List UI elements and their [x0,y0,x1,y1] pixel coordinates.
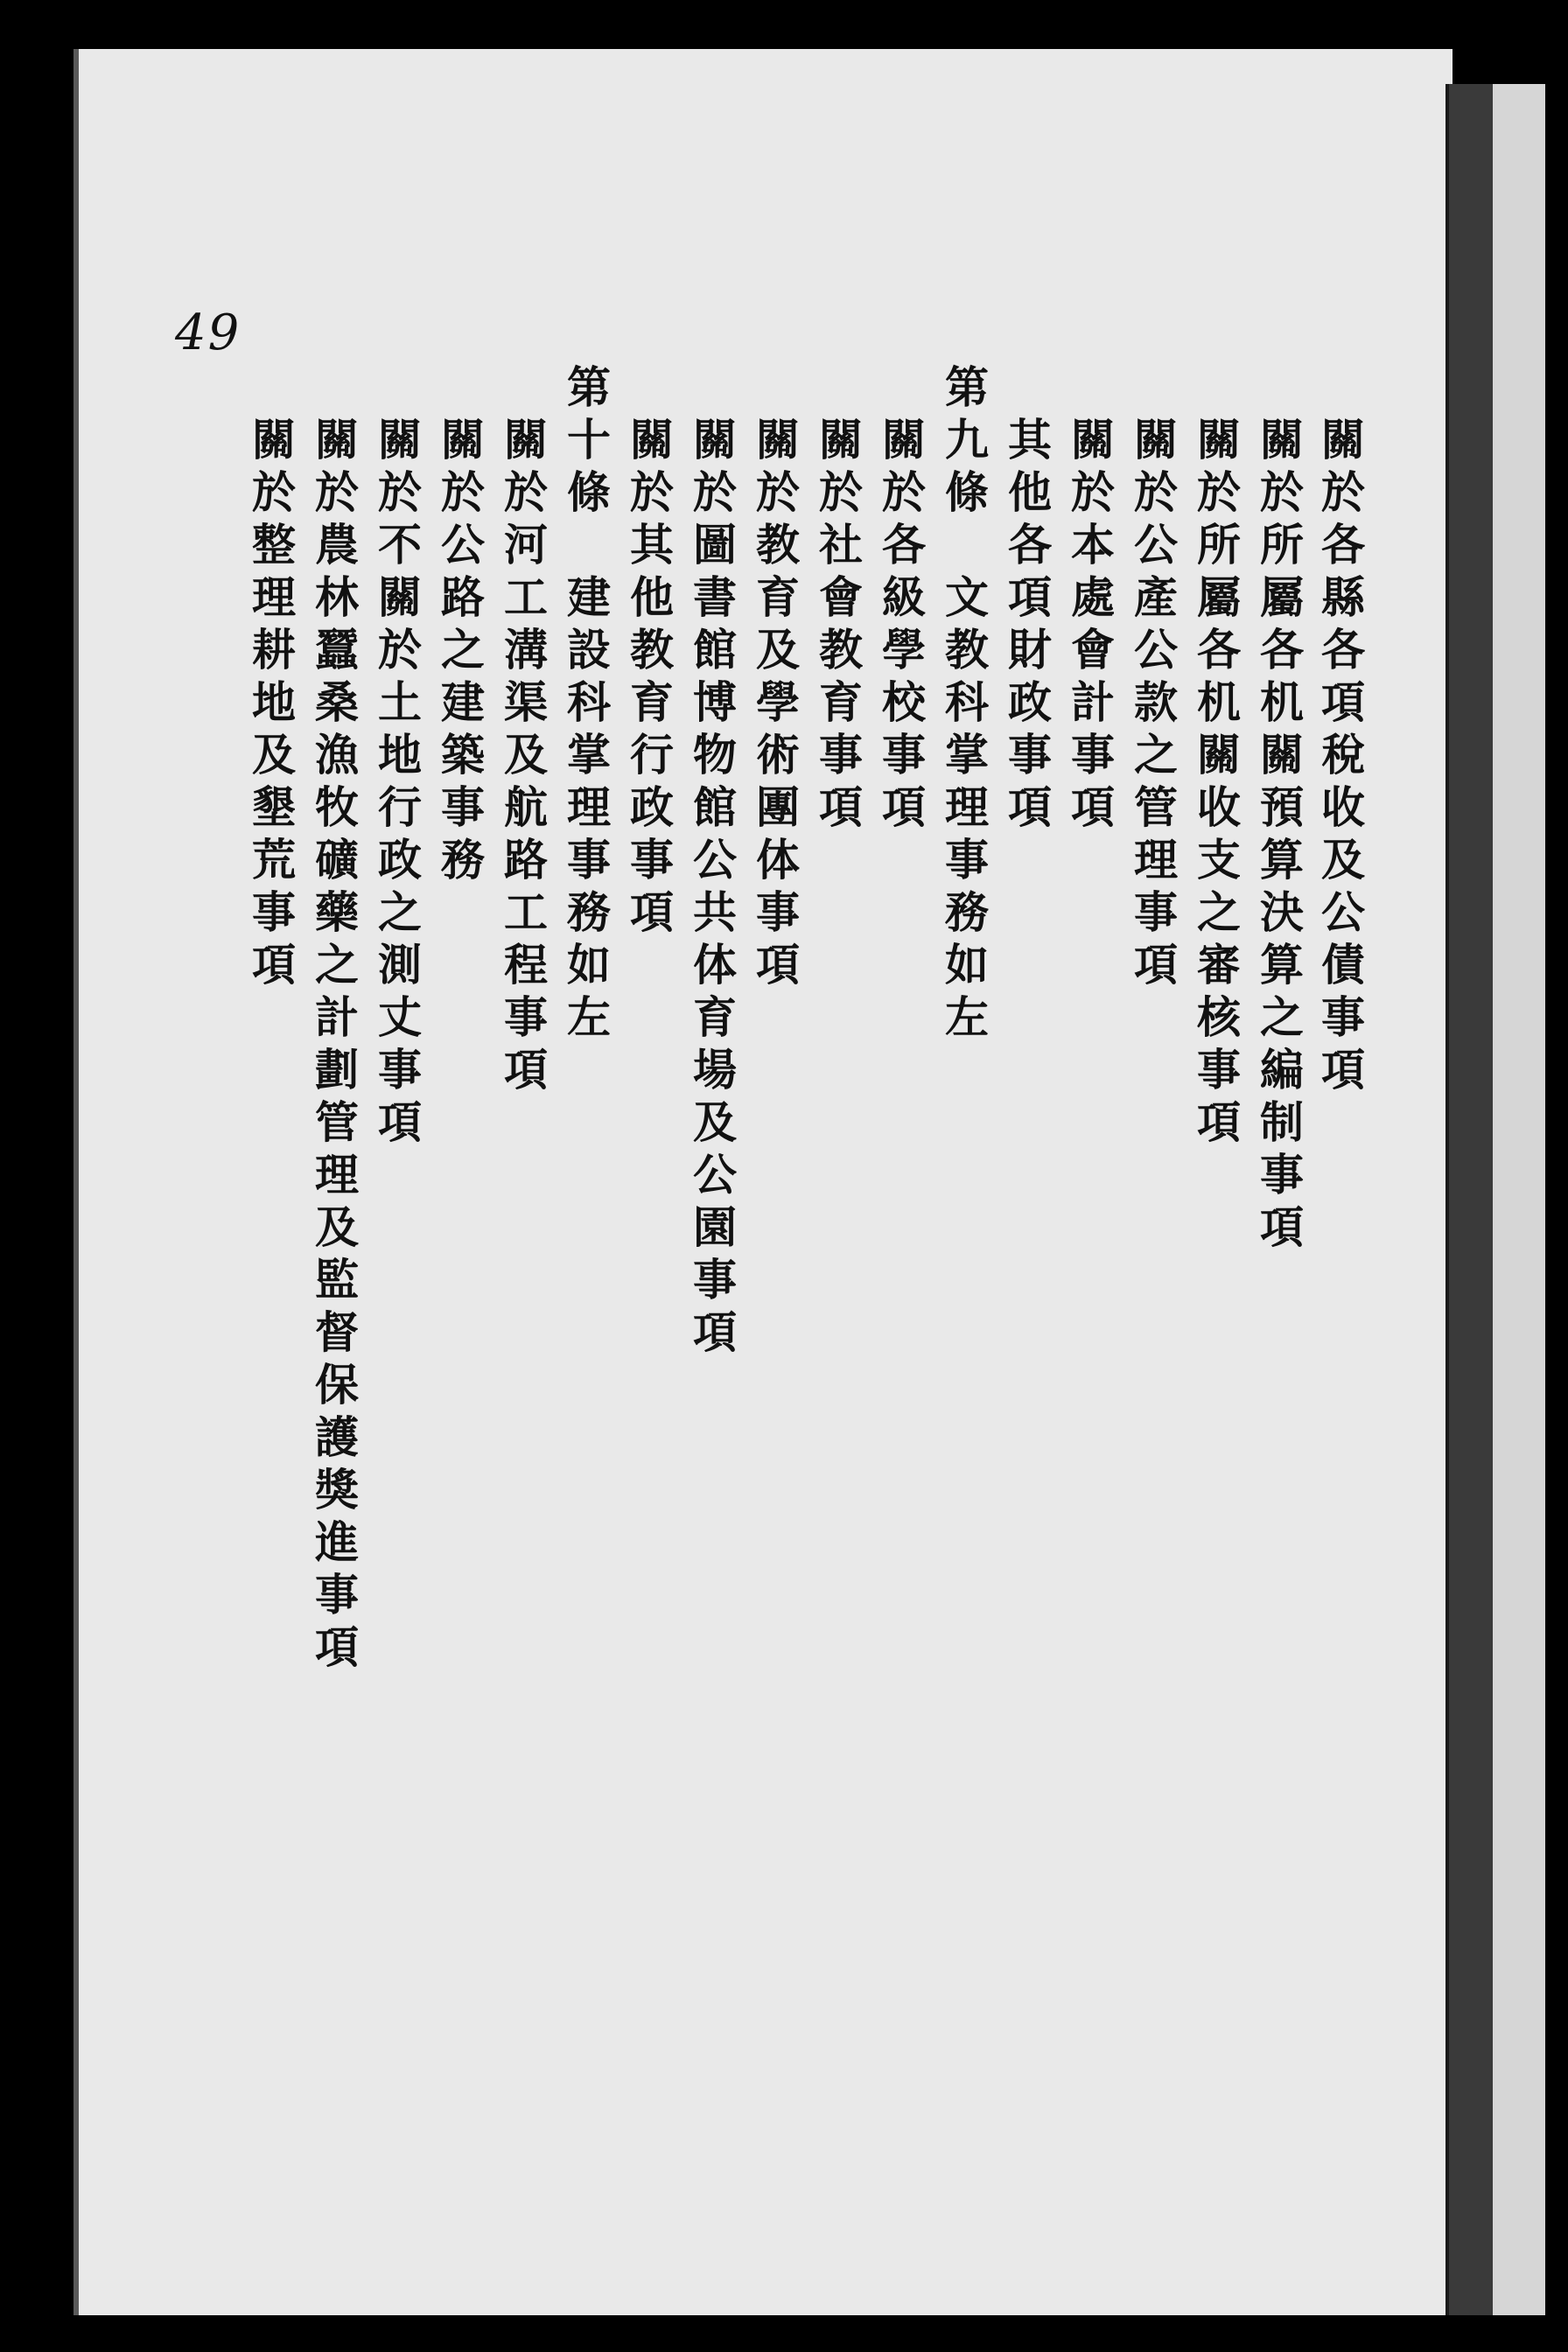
text-column-15: 關於公路之建築事務 [434,416,486,889]
text-column-14: 關於河工溝渠及航路工程事項 [497,416,549,1099]
text-column-9: 關於社會教育事項 [812,416,864,836]
text-column-12: 關於其他教育行政事項 [623,416,675,942]
document-page [74,49,1452,2315]
page-number: 49 [175,304,242,361]
text-column-4: 關於公產公款之管理事項 [1127,416,1179,994]
text-column-10: 關於教育及學術團体事項 [749,416,801,994]
book-spine [1446,84,1496,2315]
article-10-heading: 第十條 建設科掌理事務如左 [560,364,612,1046]
text-column-17: 關於農林蠶桑漁牧礦藥之計劃管理及監督保護獎進事項 [308,416,360,1676]
text-column-16: 關於不關於土地行政之測丈事項 [371,416,423,1152]
facing-page-edge [1493,84,1545,2315]
text-column-18: 關於整理耕地及墾荒事項 [245,416,297,994]
text-column-2: 關於所屬各机關預算決算之編制事項 [1253,416,1305,1256]
text-column-8: 關於各級學校事項 [875,416,927,836]
text-column-1: 關於各縣各項稅收及公債事項 [1314,416,1366,1099]
article-9-heading: 第九條 文教科掌理事務如左 [938,364,990,1046]
text-column-3: 關於所屬各机關收支之審核事項 [1190,416,1242,1152]
text-column-11: 關於圖書館博物館公共体育場及公園事項 [686,416,738,1362]
text-column-6: 其他各項財政事項 [1001,416,1053,836]
text-column-5: 關於本處會計事項 [1064,416,1116,836]
